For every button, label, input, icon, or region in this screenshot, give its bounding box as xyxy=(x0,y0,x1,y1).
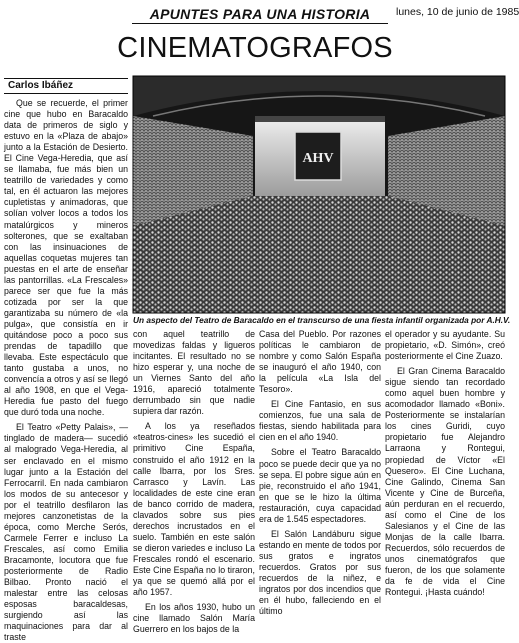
photo-caption: Un aspecto del Teatro de Baracaldo en el transcurso de una fiesta infantil organizada por A.H.V. xyxy=(133,315,511,325)
paragraph: Casa del Pueblo. Por razones políticas le cambiaron de nombre y como Salón España se inauguró el año 1940, con la película «La Isla del Tesoro». xyxy=(259,329,381,395)
article-column-2 xyxy=(133,329,255,635)
article-column-1 xyxy=(4,98,128,643)
theater-photo xyxy=(133,76,505,313)
banner-letters: AHV xyxy=(302,151,334,166)
publication-date: lunes, 10 de junio de 1985 xyxy=(396,6,519,18)
paragraph: el operador y su ayudante. Su propietario, «D. Simón», creó posteriormente el Cine Zuazo. xyxy=(385,329,505,362)
paragraph: A los ya reseñados «teatros-cines» les sucedió el primitivo Cine España, construido el año 1912 en la calle Ibarra, por los Sres. Carrasco y Lavín. Las localidades de este cine eran de banco corrido de madera, clavados sobre sus pies derechos incrustados en el suelo. También en este salón se dieron variedes e incluso La Frescales rondó el escenario. Este Cine España no lo tiraron, ya que se quemó allá por el año 1957. xyxy=(133,421,255,598)
paragraph: En los años 1930, hubo un cine llamado Salón María Guerrero en los bajos de la xyxy=(133,602,255,635)
paragraph: El Gran Cinema Baracaldo sigue siendo tan recordado como aquel buen hombre y acomodador llamado «Boni». Posteriormente se instalarían los cines Guridi, cuyo propietario fue Alejandro Larraona y Rontegui, propiedad de Víctor «El Quesero». El Cine Luchana, Cine Galindo, Cinema San Vicente y Cine de Burceña, aún perduran en el recuerdo, así como el Cine de los Salesianos y el Cine de las Monjas de la calle Ibarra. Recuerdos, sólo recuerdos de unos cinematógrafos que fueron, de los que solamente da fe de vida el Cine Rontegui. ¡Hasta cuándo! xyxy=(385,366,505,598)
byline: Carlos Ibáñez xyxy=(4,78,128,94)
paragraph: El Salón Landáburu sigue estando en mente de todos por sus gratos e ingratos recuerdos. Gratos por sus recuerdos de la niñez, e ingratos por dos incendios que en él hubo, falleciendo en el último xyxy=(259,528,381,617)
paragraph: Sobre el Teatro Baracaldo poco se puede decir que ya no se sepa. El pobre sigue aún en pie, reconstruido el año 1941, en que se le hizo la última restauración, cuya capacidad era de 1.545 espectadores. xyxy=(259,447,381,524)
article-column-4 xyxy=(385,329,505,598)
paragraph: Que se recuerde, el primer cine que hubo en Baracaldo data de primeros de siglo y estuvo en la «Plaza de abajo» junto a la Estación de Desierto. El Cine Vega-Heredia, que así se llamaba, fue más bien un teatrillo de variedades y como tal, en él actuaron las mejores cupletistas y animadoras, que solían volver locos a todos los matalúrgicos y mineros solterones, que se exaltaban con las insinuaciones de aquellas coquetas mujeres tan puestas en el arte de enseñar las pantorrillas. «La Frescales» parece ser que fue la más cotizada por ser la que garantizaba su número de «la pulga», que consistía en ir quitándose poco a poco sus prendas de tapadillo que llevaba. Este espectáculo que tanto gustaba a unos, no convencía a otros y así se llegó al año 1908, en que el Vega-Heredia fue pasto del fuego que duró toda una noche. xyxy=(4,98,128,418)
paragraph: El Teatro «Petty Palais», —tinglado de madera— sucedió al malogrado Vega-Heredia, al ser enclavado en el mismo lugar junto a la Estación del Ferrocarril. En nada cambiaron los modos de su antecesor y por el teatrillo desfilaron las mejores canzonetistas de la época, como Merche Serós, Carmele Ferrer e incluso La Frescales, así como Emilia Bracamonte, locutora que fue posteriormente de Radio Bilbao. Pronto nació el malestar entre las celosas esposas baracaldesas, surgiendo así las maquinaciones para dar al traste xyxy=(4,422,128,643)
theater-crowd-image xyxy=(133,76,505,313)
paragraph: con aquel teatrillo de movedizas faldas y ligueros incitantes. El resultado no se hizo esperar y, una noche de un Viernes Santo del año 1916, apareció totalmente derrumbado sin que nadie supiera dar razón. xyxy=(133,329,255,417)
article-column-3 xyxy=(259,329,381,617)
series-title: APUNTES PARA UNA HISTORIA xyxy=(132,4,388,24)
paragraph: El Cine Fantasio, en sus comienzos, fue una sala de fiestas, siendo habilitada para cien en el año 1940. xyxy=(259,399,381,443)
headline: CINEMATOGRAFOS xyxy=(117,32,393,64)
